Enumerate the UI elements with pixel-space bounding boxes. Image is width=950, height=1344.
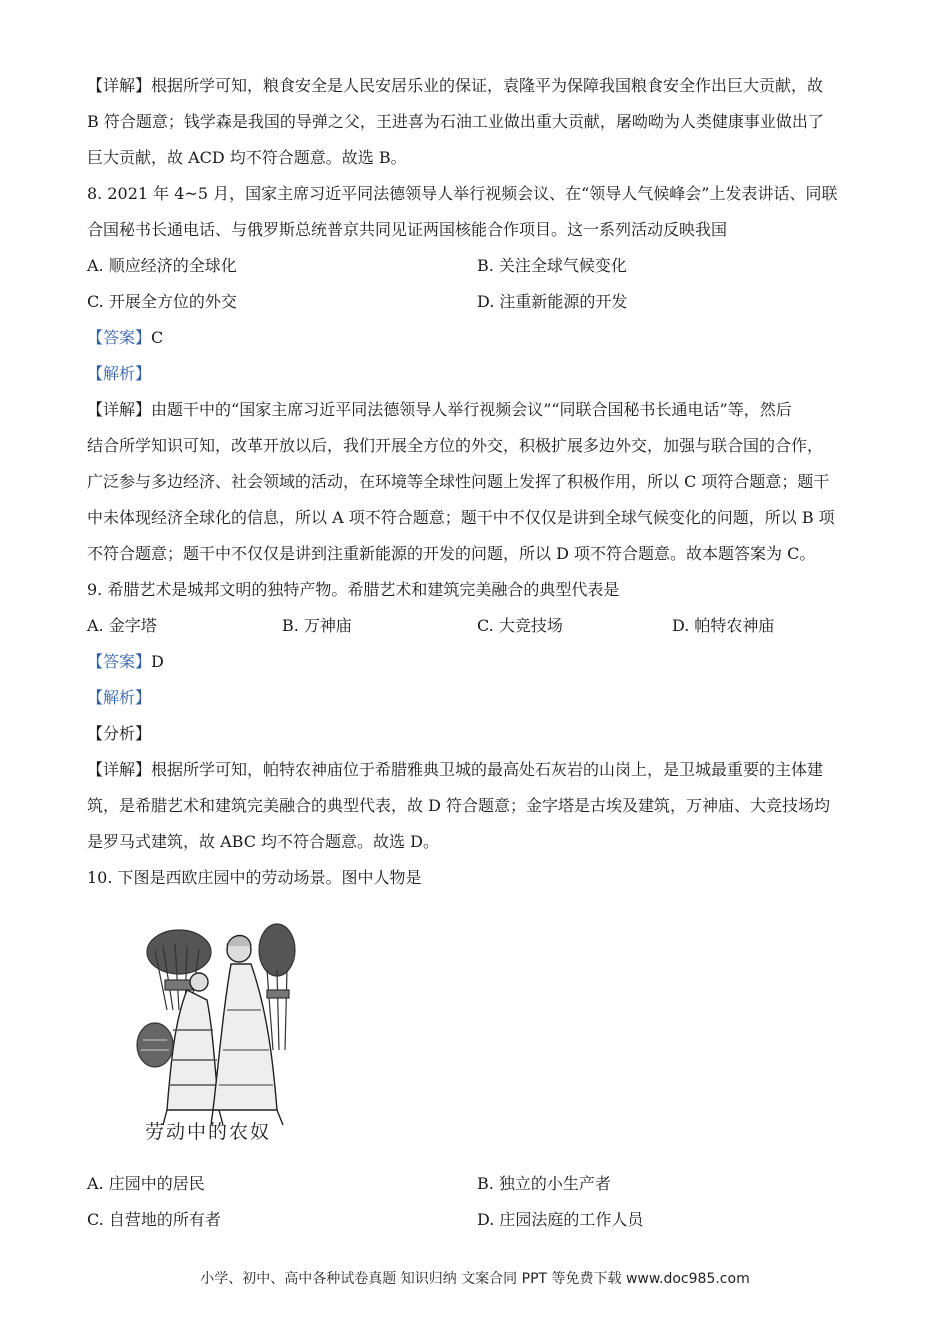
serf-drawing — [127, 910, 347, 1150]
q7-detail-line-3: 巨大贡献，故 ACD 均不符合题意。故选 B。 — [87, 148, 407, 167]
page-footer: 小学、初中、高中各种试卷真题 知识归纳 文案合同 PPT 等免费下载 www.doc985.com — [200, 1271, 750, 1287]
q9-answer — [87, 644, 867, 680]
q9-option-d: D. 帕特农神庙 — [672, 616, 775, 635]
q10-stem: 10. 下图是西欧庄园中的劳动场景。图中人物是 — [87, 868, 422, 887]
q9-option-c: C. 大竞技场 — [477, 616, 563, 635]
q8-options-row-1 — [87, 248, 867, 284]
q7-detail-line-1: 【详解】根据所学可知，粮食安全是人民安居乐业的保证，袁隆平为保障我国粮食安全作出巨大贡献，故 — [87, 76, 824, 95]
q8-option-c: C. 开展全方位的外交 — [87, 292, 237, 311]
q8-detail-line-4: 中未体现经济全球化的信息，所以 A 项不符合题意；题干中不仅仅是讲到全球气候变化的问题，所以 B 项 — [87, 508, 835, 527]
q9-detail-tag: 【详解】 — [87, 760, 152, 779]
q8-options-row-2 — [87, 284, 867, 320]
q9-answer-tag: 【答案】 — [87, 652, 152, 671]
q8-option-b: B. 关注全球气候变化 — [477, 256, 627, 275]
q8-detail-line-2: 结合所学知识可知，改革开放以后，我们开展全方位的外交，积极扩展多边外交，加强与联合国的合作， — [87, 436, 824, 455]
q10-options-row-2 — [87, 1202, 867, 1238]
q8-stem-line-1: 8. 2021 年 4~5 月，国家主席习近平同法德领导人举行视频会议、在“领导人气候峰会”上发表讲话、同联 — [87, 184, 838, 203]
q9-detail-line-1: 【详解】根据所学可知，帕特农神庙位于希腊雅典卫城的最高处石灰岩的山岗上，是卫城最重要的主体建 — [87, 760, 824, 779]
q10-options-row-1 — [87, 1166, 867, 1202]
q8-detail-line-1: 【详解】由题干中的“国家主席习近平同法德领导人举行视频会议”“同联合国秘书长通电话”等，然后 — [87, 400, 792, 419]
q9-options-row — [87, 608, 867, 644]
q8-answer-value: C — [151, 328, 164, 347]
q9-analysis-tag: 【解析】 — [87, 688, 152, 707]
q8-answer — [87, 320, 867, 356]
q9-detail-line-2: 筑，是希腊艺术和建筑完美融合的典型代表，故 D 符合题意；金字塔是古埃及建筑，万神庙、大竞技场均 — [87, 796, 831, 815]
serf-illustration — [127, 910, 347, 1150]
q9-answer-value: D — [151, 652, 164, 671]
q9-stem: 9. 希腊艺术是城邦文明的独特产物。希腊艺术和建筑完美融合的典型代表是 — [87, 580, 620, 599]
wheat-bundle-small — [137, 1023, 173, 1067]
q9-fenxi-tag: 【分析】 — [87, 724, 152, 743]
q10-option-d: D. 庄园法庭的工作人员 — [477, 1210, 644, 1229]
q10-option-c: C. 自营地的所有者 — [87, 1210, 221, 1229]
q9-option-a: A. 金字塔 — [87, 616, 157, 635]
q8-detail-tag: 【详解】 — [87, 400, 152, 419]
document-page — [87, 68, 867, 1238]
q8-analysis-tag: 【解析】 — [87, 364, 152, 383]
q9-option-b: B. 万神庙 — [282, 616, 352, 635]
q8-answer-tag: 【答案】 — [87, 328, 152, 347]
q9-detail-line-3: 是罗马式建筑，故 ABC 均不符合题意。故选 D。 — [87, 832, 439, 851]
q10-option-a: A. 庄园中的居民 — [87, 1174, 205, 1193]
q8-detail-line-3: 广泛参与多边经济、社会领域的活动，在环境等全球性问题上发挥了积极作用，所以 C 项符合题意；题干 — [87, 472, 830, 491]
q8-option-d: D. 注重新能源的开发 — [477, 292, 628, 311]
q8-stem-line-2: 合国秘书长通电话、与俄罗斯总统普京共同见证两国核能合作项目。这一系列活动反映我国 — [87, 220, 728, 239]
q7-detail-line-2: B 符合题意；钱学森是我国的导弹之父，王进喜为石油工业做出重大贡献，屠呦呦为人类健康事业做出了 — [87, 112, 824, 131]
q7-detail-tag: 【详解】 — [87, 76, 152, 95]
figure-caption: 劳动中的农奴 — [145, 1121, 272, 1143]
q8-option-a: A. 顺应经济的全球化 — [87, 256, 237, 275]
q10-option-b: B. 独立的小生产者 — [477, 1174, 611, 1193]
q8-detail-line-5: 不符合题意；题干中不仅仅是讲到注重新能源的开发的问题，所以 D 项不符合题意。故本题答案为 C。 — [87, 544, 816, 563]
